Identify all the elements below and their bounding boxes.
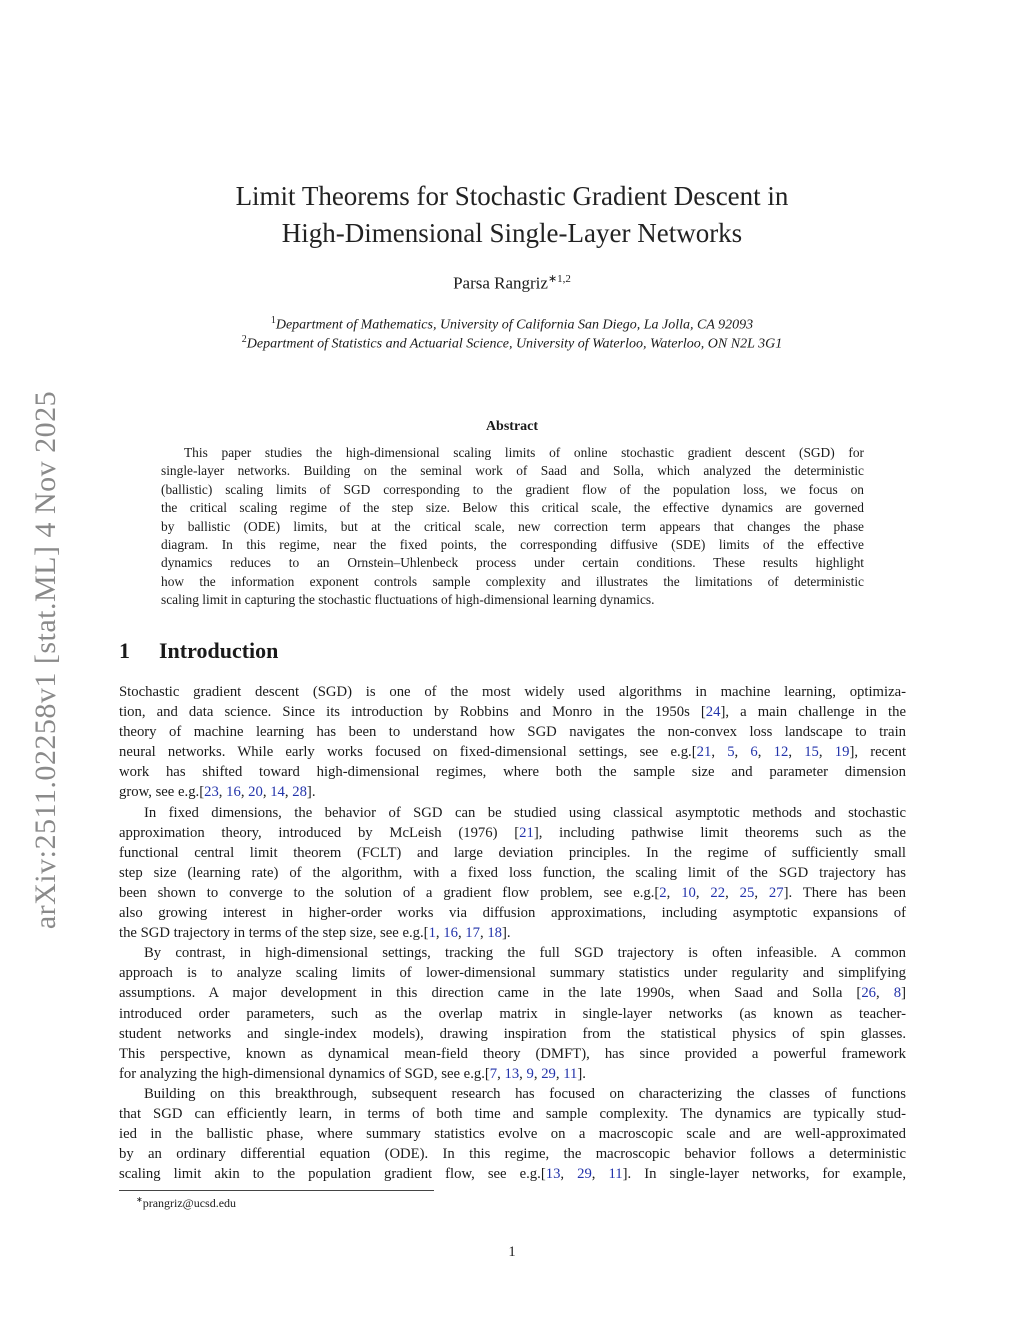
affiliation-2 [0,330,1024,354]
arxiv-identifier: arXiv:2511.02258v1 [stat.ML] 4 Nov 2025 [29,390,62,930]
body-text-segment: , [457,925,466,942]
body-line [119,823,906,843]
author [0,272,1024,294]
body-text-segment: step size (learning rate) of the algorithm, with a fixed loss function, the scaling limit of the SGD trajectory has [119,864,906,881]
body-line [119,1044,906,1064]
body-text-segment: assumptions. A major development in this direction came in the late 1990s, when Saad and Solla [ [119,985,862,1002]
body-text-segment: In fixed dimensions, the behavior of SGD can be studied using classical asymptotic methods and stochastic [144,804,906,821]
body-text-segment: , [555,1065,564,1082]
body-text-segment: , [754,884,769,901]
citation-link[interactable]: 24 [705,704,721,721]
paper-title [0,178,1024,252]
body-line [119,1024,906,1044]
body-text-segment: tion, and data science. Since its introduction by Robbins and Monro in the 1950s [ [119,704,706,721]
footnote-email[interactable]: prangriz@ucsd.edu [142,1196,237,1210]
citation-link[interactable]: 26 [861,985,877,1002]
body-line [119,903,906,923]
citation-link[interactable]: 11 [608,1166,623,1183]
body-text-segment: ] [901,985,907,1002]
abstract-heading: Abstract [485,419,539,434]
author-marks: ∗1,2 [547,273,571,285]
citation-link[interactable]: 10 [681,884,696,901]
citation-link[interactable]: 12 [773,744,789,761]
abstract-line: (ballistic) scaling limits of SGD corresponding to the gradient flow of the population loss, we focus on [161,481,864,497]
body-line [119,883,906,903]
body-line [119,762,906,782]
affiliation-mark: 2 [241,334,247,345]
body-text-segment: that SGD can efficiently learn, in terms of both time and sample complexity. The dynamics are typically stud- [119,1105,906,1122]
citation-link[interactable]: 18 [487,925,503,942]
body-text-segment: , [711,744,728,761]
body-text-segment: , [435,925,444,942]
citation-link[interactable]: 29 [577,1166,592,1183]
body-text-segment: This perspective, known as dynamical mean-field theory (DMFT), has since provided a powerful framework [119,1045,906,1062]
affiliation-text: Department of Statistics and Actuarial Science, University of Waterloo, Waterloo, ON N2L 3G1 [246,336,783,352]
body-text-segment: approach is to analyze scaling limits of lower-dimensional summary statistics under regularity and simplifying [119,965,906,982]
body-text-segment: been shown to converge to the solution of a gradient flow problem, see e.g.[ [119,884,660,901]
abstract-line: This paper studies the high-dimensional scaling limits of online stochastic gradient descent (SGD) for [184,445,864,460]
citation-link[interactable]: 23 [204,784,219,801]
body-text-segment: ]. There has been [783,884,907,901]
citation-link[interactable]: 14 [270,784,285,801]
body-text-segment: , [240,784,249,801]
body-text-segment: ]. [577,1065,586,1082]
body-line [119,1104,906,1124]
body-text-segment: theory of machine learning has been to understand how SGD navigates the non-convex loss landscape to train [119,724,906,741]
body-text-segment: , [818,744,835,761]
body-text-segment: , [591,1166,609,1183]
body-text-segment: , [479,925,488,942]
body-line [119,1064,906,1084]
body-text-segment: neural networks. While early works focused on fixed-dimensional settings, see e.g.[ [119,744,697,761]
citation-link[interactable]: 22 [710,884,726,901]
body-line [119,702,906,722]
section-number: 1 [119,638,130,663]
affiliation-mark: 1 [270,315,276,326]
body-text-segment: , [262,784,271,801]
body-text-segment: for analyzing the high-dimensional dynamics of SGD, see e.g.[ [119,1065,490,1082]
body-line [119,1004,906,1024]
body-text-segment: , [757,744,774,761]
citation-link[interactable]: 21 [696,744,712,761]
citation-link[interactable]: 5 [727,744,735,761]
citation-link[interactable]: 17 [465,925,480,942]
body-line [119,803,906,823]
body-line [119,1144,906,1164]
body-line [119,863,906,883]
citation-link[interactable]: 8 [893,985,902,1002]
abstract-line: the critical scaling regime of the step size. Below this critical scale, the effective dynamics are governed [161,500,864,516]
citation-link[interactable]: 13 [504,1065,520,1082]
abstract-line: diagram. In this regime, near the fixed points, the corresponding diffusive (SDE) limits of the effective [161,537,864,553]
footnote [136,1195,236,1211]
introduction-body [119,682,906,1184]
citation-link[interactable]: 19 [834,744,850,761]
citation-link[interactable]: 16 [443,925,458,942]
citation-link[interactable]: 15 [804,744,819,761]
abstract-line: how the information exponent controls sample complexity and illustrates the limitations of deterministic [161,573,864,589]
citation-link[interactable]: 7 [489,1065,498,1082]
abstract-line: scaling limit in capturing the stochastic fluctuations of high-dimensional learning dynamics. [161,592,655,608]
citation-link[interactable]: 20 [248,784,263,801]
body-text-segment: by an ordinary differential equation (ODE). In this regime, the macroscopic behavior follows a deterministic [119,1146,906,1163]
body-text-segment: , [876,985,894,1002]
body-line [119,782,906,802]
body-text-segment: , [666,884,682,901]
body-text-segment: ], recent [849,744,907,761]
body-text-segment: ]. In single-layer networks, for example, [622,1166,906,1183]
body-text-segment: , [788,744,805,761]
body-line [119,1164,906,1184]
citation-link[interactable]: 28 [292,784,307,801]
citation-link[interactable]: 6 [750,744,758,761]
body-text-segment: functional central limit theorem (FCLT) and large deviation principles. In the regime of sufficiently small [119,844,906,861]
body-line [119,742,906,762]
footnote-mark: ∗ [136,1195,143,1204]
citation-link[interactable]: 13 [545,1166,561,1183]
affiliation-text: Department of Mathematics, University of California San Diego, La Jolla, CA 92093 [275,317,754,333]
title-line-2: High-Dimensional Single-Layer Networks [281,218,743,248]
section-heading [119,638,278,664]
body-text-segment: ]. [502,925,511,942]
body-text-segment: ied in the ballistic phase, where summary statistics evolve on a macroscopic scale and are well-approximated [119,1126,906,1143]
body-text-segment: student networks and single-index models), drawing inspiration from the statistical physics of spin glasses. [119,1025,906,1042]
body-text-segment: , [533,1065,542,1082]
body-line [119,1084,906,1104]
author-name: Parsa Rangriz [453,273,548,293]
citation-link[interactable]: 21 [519,824,534,841]
abstract-line: dynamics reduces to an Ornstein–Uhlenbeck process under certain conditions. These results highlight [161,555,864,571]
abstract-line: single-layer networks. Building on the seminal work of Saad and Solla, which analyzed the deterministic [161,463,864,479]
citation-link[interactable]: 27 [768,884,784,901]
citation-link[interactable]: 11 [563,1065,578,1082]
body-text-segment: , [519,1065,527,1082]
body-text-segment: ], a main challenge in the [720,704,907,721]
body-text-segment: Stochastic gradient descent (SGD) is one of the most widely used algorithms in machine learning, optimiza- [119,684,906,700]
citation-link[interactable]: 1 [428,925,436,942]
citation-link[interactable]: 25 [739,884,755,901]
body-text-segment: introduced order parameters, such as the overlap matrix in single-layer networks (as known as teacher- [119,1005,906,1022]
body-text-segment: Building on this breakthrough, subsequent research has focused on characterizing the classes of functions [144,1085,906,1102]
body-text-segment: , [734,744,751,761]
citation-link[interactable]: 29 [541,1065,556,1082]
body-line [119,923,906,943]
citation-link[interactable]: 16 [226,784,241,801]
body-line [119,963,906,983]
body-text-segment: the SGD trajectory in terms of the step size, see e.g.[ [119,925,429,942]
abstract-body [161,444,864,610]
body-text-segment: scaling limit akin to the population gradient flow, see e.g.[ [119,1166,546,1183]
body-text-segment: ], including pathwise limit theorems such as the [533,824,906,841]
body-line [119,682,906,702]
citation-link[interactable]: 9 [526,1065,534,1082]
body-line [119,722,906,742]
body-text-segment: , [725,884,740,901]
body-text-segment: , [218,784,227,801]
body-text-segment: approximation theory, introduced by McLeish (1976) [ [119,824,520,841]
body-text-segment: , [284,784,293,801]
body-line [119,983,906,1003]
body-text-segment: By contrast, in high-dimensional settings, tracking the full SGD trajectory is often infeasible. A common [144,945,906,962]
page-number: 1 [508,1244,516,1260]
body-text-segment: grow, see e.g.[ [119,784,205,801]
body-line [119,943,906,963]
body-text-segment: , [560,1166,578,1183]
body-line [119,1124,906,1144]
title-line-1: Limit Theorems for Stochastic Gradient Descent in [235,181,789,211]
body-text-segment: , [497,1065,505,1082]
body-text-segment: , [695,884,711,901]
abstract-line: by ballistic (ODE) limits, but at the critical scale, new correction term appears that changes the phase [161,518,864,534]
citation-link[interactable]: 2 [659,884,667,901]
body-text-segment: work has shifted toward high-dimensional regimes, where both the sample size and parameter dimension [119,764,906,781]
body-line [119,843,906,863]
body-text-segment: also growing interest in higher-order works via diffusion approximations, including asymptotic expansions of [119,905,906,922]
body-text-segment: ]. [306,784,316,801]
section-title: Introduction [159,638,279,663]
footnote-rule [119,1190,434,1191]
